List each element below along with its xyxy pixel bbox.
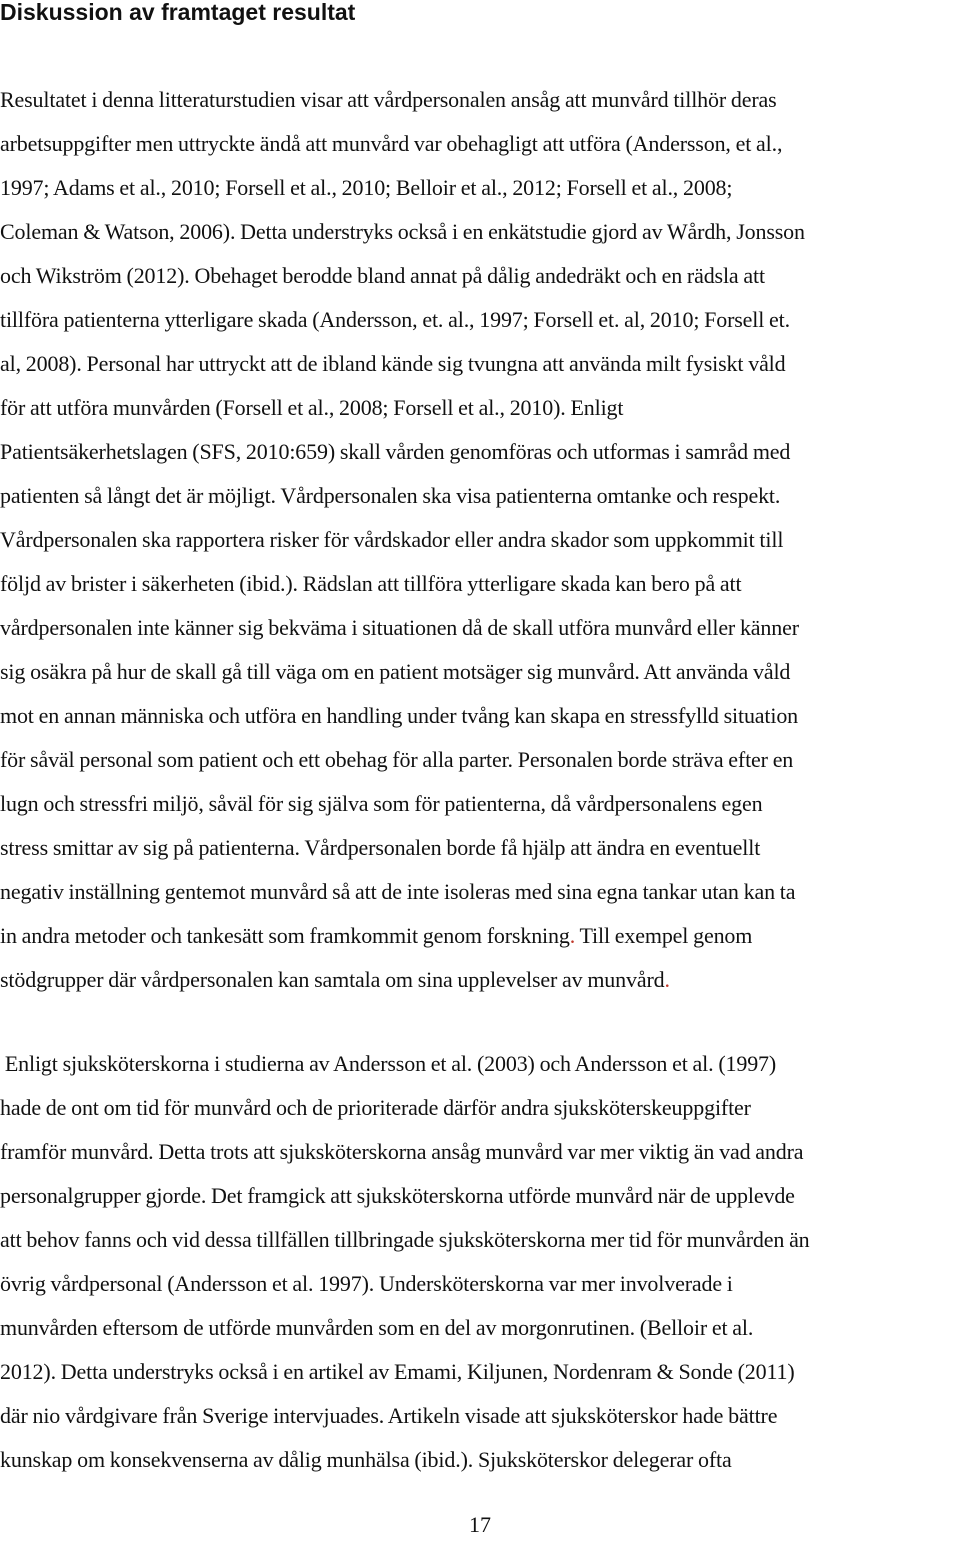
text-line: kunskap om konsekvenserna av dålig munhälsa (ibid.). Sjuksköterskor delegerar ofta bbox=[0, 1447, 732, 1472]
text-line: mot en annan människa och utföra en handling under tvång kan skapa en stressfylld situation bbox=[0, 703, 799, 728]
paragraph-2 bbox=[0, 1042, 960, 1482]
red-period-mark: . bbox=[569, 923, 576, 948]
text-line: vårdpersonalen inte känner sig bekväma i situationen då de skall utföra munvård eller känner bbox=[0, 615, 799, 640]
text-line bbox=[0, 958, 960, 1002]
text-line: följd av brister i säkerheten (ibid.). Rädslan att tillföra ytterligare skada kan bero på att bbox=[0, 571, 742, 596]
text-line: hade de ont om tid för munvård och de prioriterade därför andra sjuksköterskeuppgifter bbox=[0, 1095, 751, 1120]
text-line: Coleman & Watson, 2006). Detta understryks också i en enkätstudie gjord av Wårdh, Jonsson bbox=[0, 219, 805, 244]
text-segment: stödgrupper där vårdpersonalen kan samtala om sina upplevelser av munvård bbox=[0, 967, 665, 992]
text-line: Enligt sjuksköterskorna i studierna av Andersson et al. (2003) och Andersson et al. (1997) bbox=[0, 1051, 777, 1076]
text-line: arbetsuppgifter men uttryckte ändå att munvård var obehagligt att utföra (Andersson, et al., bbox=[0, 131, 783, 156]
text-line: lugn och stressfri miljö, såväl för sig själva som för patienterna, då vårdpersonalens egen bbox=[0, 791, 763, 816]
page-number: 17 bbox=[469, 1512, 491, 1537]
text-line: al, 2008). Personal har uttryckt att de ibland kände sig tvungna att använda milt fysiskt våld bbox=[0, 351, 786, 376]
text-line: personalgrupper gjorde. Det framgick att sjuksköterskorna utförde munvård när de upplevde bbox=[0, 1183, 795, 1208]
text-line: Patientsäkerhetslagen (SFS, 2010:659) skall vården genomföras och utformas i samråd med bbox=[0, 439, 791, 464]
red-period-mark: . bbox=[664, 967, 670, 992]
text-line: 2012). Detta understryks också i en artikel av Emami, Kiljunen, Nordenram & Sonde (2011) bbox=[0, 1359, 795, 1384]
text-line: munvården eftersom de utförde munvården som en del av morgonrutinen. (Belloir et al. bbox=[0, 1315, 754, 1340]
text-line: att behov fanns och vid dessa tillfällen tillbringade sjuksköterskorna mer tid för munvården än bbox=[0, 1227, 810, 1252]
text-line: negativ inställning gentemot munvård så att de inte isoleras med sina egna tankar utan kan ta bbox=[0, 879, 796, 904]
paragraph-1 bbox=[0, 78, 960, 1002]
text-line: för såväl personal som patient och ett obehag för alla parter. Personalen borde sträva efter en bbox=[0, 747, 794, 772]
text-line: där nio vårdgivare från Sverige intervjuades. Artikeln visade att sjuksköterskor hade bättre bbox=[0, 1403, 778, 1428]
text-line: och Wikström (2012). Obehaget berodde bland annat på dålig andedräkt och en rädsla att bbox=[0, 263, 765, 288]
text-segment: Till exempel genom bbox=[575, 923, 753, 948]
text-line: stress smittar av sig på patienterna. Vårdpersonalen borde få hjälp att ändra en eventuellt bbox=[0, 835, 761, 860]
text-line: framför munvård. Detta trots att sjuksköterskorna ansåg munvård var mer viktig än vad andra bbox=[0, 1139, 804, 1164]
text-line: sig osäkra på hur de skall gå till väga om en patient motsäger sig munvård. Att använda våld bbox=[0, 659, 791, 684]
text-line: Resultatet i denna litteraturstudien visar att vårdpersonalen ansåg att munvård tillhör deras bbox=[0, 87, 777, 112]
text-line: Vårdpersonalen ska rapportera risker för vårdskador eller andra skador som uppkommit till bbox=[0, 527, 784, 552]
text-line: tillföra patienterna ytterligare skada (Andersson, et. al., 1997; Forsell et. al, 2010; Forsell et. bbox=[0, 307, 790, 332]
text-segment: in andra metoder och tankesätt som framkommit genom forskning bbox=[0, 923, 570, 948]
text-line: patienten så långt det är möjligt. Vårdpersonalen ska visa patienterna omtanke och respekt. bbox=[0, 483, 781, 508]
text-line: för att utföra munvården (Forsell et al., 2008; Forsell et al., 2010). Enligt bbox=[0, 395, 624, 420]
page-heading: Diskussion av framtaget resultat bbox=[0, 0, 356, 25]
text-line: 1997; Adams et al., 2010; Forsell et al., 2010; Belloir et al., 2012; Forsell et al., 2008; bbox=[0, 175, 733, 200]
text-line bbox=[0, 914, 960, 958]
text-line: övrig vårdpersonal (Andersson et al. 1997). Undersköterskorna var mer involverade i bbox=[0, 1271, 733, 1296]
